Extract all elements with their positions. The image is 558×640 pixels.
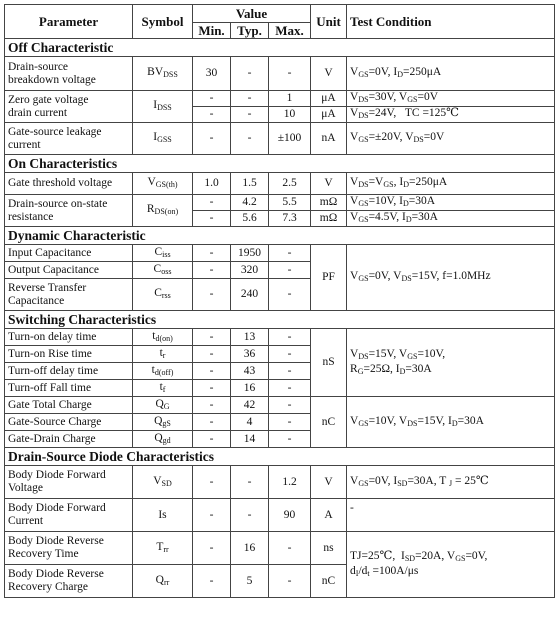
max-cell: - xyxy=(269,532,311,565)
symbol-main: Q xyxy=(154,431,163,444)
max-cell: - xyxy=(269,346,311,363)
typ-cell: 4.2 xyxy=(231,195,269,211)
header-unit: Unit xyxy=(311,5,347,39)
symbol-main: t xyxy=(159,346,163,359)
table-row xyxy=(5,195,555,211)
unit-cell: mΩ xyxy=(311,211,347,227)
symbol-main: T xyxy=(156,540,164,553)
symbol-cell xyxy=(133,195,193,227)
param-line: Body Diode Forward xyxy=(8,502,106,514)
symbol-main: C xyxy=(154,245,163,258)
min-cell: - xyxy=(193,414,231,431)
typ-cell: 13 xyxy=(231,329,269,346)
typ-cell: - xyxy=(231,91,269,107)
condition-cell: $V_{GS}=0V$, $I_D=250\mu A$ xyxy=(347,57,555,91)
min-cell: 30 xyxy=(193,57,231,91)
param-cell xyxy=(5,565,133,598)
min-cell: - xyxy=(193,499,231,532)
param-cell xyxy=(5,532,133,565)
table-row xyxy=(5,173,555,195)
symbol-sub: GSS xyxy=(157,135,172,144)
symbol-main: V xyxy=(147,176,156,188)
max-cell: 90 xyxy=(269,499,311,532)
symbol-main: Q xyxy=(155,397,164,410)
unit-cell: V xyxy=(311,173,347,195)
min-cell: - xyxy=(193,123,231,155)
max-cell: - xyxy=(269,431,311,448)
condition-cell: $V_{DS}=15V$, $V_{GS}=10V$, $R_G=25\Omega$, $I_D=30A$ xyxy=(347,329,555,397)
max-cell: - xyxy=(269,363,311,380)
electrical-characteristics-table xyxy=(4,4,555,598)
max-cell: 1 xyxy=(269,91,311,107)
symbol-sub: rr xyxy=(163,544,169,554)
symbol-cell xyxy=(133,123,193,155)
max-cell: 10 xyxy=(269,107,311,123)
symbol-sub: oss xyxy=(161,266,172,276)
min-cell: - xyxy=(193,397,231,414)
symbol-sub: DSS xyxy=(157,103,172,112)
param-cell: Input Capacitance xyxy=(5,245,133,262)
symbol-sub: iss xyxy=(162,249,171,259)
max-cell: - xyxy=(269,380,311,397)
param-line: Reverse Transfer xyxy=(8,281,87,294)
max-cell: - xyxy=(269,57,311,91)
symbol-sub: GS(th) xyxy=(155,180,178,189)
param-line: current xyxy=(8,138,41,151)
symbol-main: C xyxy=(154,287,162,299)
typ-cell: 1.5 xyxy=(231,173,269,195)
condition-cell: - xyxy=(347,499,555,532)
section-on: On Characteristics xyxy=(5,155,555,173)
symbol-cell xyxy=(133,363,193,380)
max-cell: - xyxy=(269,262,311,279)
typ-cell: - xyxy=(231,499,269,532)
param-cell xyxy=(5,195,133,227)
param-line: Drain-source on-state xyxy=(8,197,108,210)
symbol-main: Q xyxy=(154,414,163,427)
min-cell: - xyxy=(193,532,231,565)
symbol-cell xyxy=(133,245,193,262)
condition-cell: TJ=25℃, $I_{SD}=20A$, $V_{GS}=0V$, $d_I/d_t =100A/\mu s$ xyxy=(347,532,555,598)
symbol-cell xyxy=(133,279,193,311)
typ-cell: 240 xyxy=(231,279,269,311)
symbol-sub: d(off) xyxy=(154,367,174,377)
param-cell: Turn-off delay time xyxy=(5,363,133,380)
symbol-sub: d(on) xyxy=(155,333,173,343)
symbol-sub: gd xyxy=(162,435,171,445)
symbol-main: t xyxy=(151,363,155,376)
param-cell: Turn-on Rise time xyxy=(5,346,133,363)
typ-cell: - xyxy=(231,107,269,123)
symbol-cell xyxy=(133,380,193,397)
typ-cell: 4 xyxy=(231,414,269,431)
unit-cell: μA xyxy=(311,91,347,107)
symbol-cell xyxy=(133,329,193,346)
symbol-sub: DS(on) xyxy=(154,207,179,216)
section-diode: Drain-Source Diode Characteristics xyxy=(5,448,555,466)
max-cell: - xyxy=(269,565,311,598)
table-row xyxy=(5,532,555,565)
min-cell: - xyxy=(193,107,231,123)
symbol-cell xyxy=(133,397,193,414)
param-line: Recovery Time xyxy=(8,548,79,560)
symbol-cell: Is xyxy=(133,499,193,532)
symbol-main: t xyxy=(159,380,163,393)
unit-cell: nA xyxy=(311,123,347,155)
condition-cell: $V_{GS}=4.5V$, $I_D=30A$ xyxy=(347,211,555,227)
symbol-main: Q xyxy=(155,573,164,586)
max-cell: - xyxy=(269,279,311,311)
max-cell: - xyxy=(269,397,311,414)
param-cell xyxy=(5,499,133,532)
min-cell: - xyxy=(193,346,231,363)
typ-cell: 14 xyxy=(231,431,269,448)
symbol-main: I xyxy=(153,99,158,111)
condition-cell: $V_{DS}=V_{GS}$, $I_D=250\mu A$ xyxy=(347,173,555,195)
typ-cell: 43 xyxy=(231,363,269,380)
symbol-sub: rss xyxy=(161,291,171,300)
header-min: Min. xyxy=(193,23,231,39)
symbol-cell xyxy=(133,466,193,499)
param-cell xyxy=(5,279,133,311)
table-row xyxy=(5,397,555,414)
param-cell: Output Capacitance xyxy=(5,262,133,279)
min-cell: - xyxy=(193,195,231,211)
param-line: Current xyxy=(8,515,44,527)
unit-cell: A xyxy=(311,499,347,532)
symbol-main: V xyxy=(153,474,162,487)
symbol-sub: f xyxy=(162,384,166,394)
param-line: breakdown voltage xyxy=(8,73,96,86)
unit-cell: nC xyxy=(311,397,347,448)
table-row xyxy=(5,466,555,499)
symbol-sub: SD xyxy=(161,478,172,488)
max-cell: 2.5 xyxy=(269,173,311,195)
min-cell: 1.0 xyxy=(193,173,231,195)
param-cell xyxy=(5,123,133,155)
symbol-sub: G xyxy=(163,401,170,411)
symbol-sub: DSS xyxy=(163,70,178,79)
min-cell: - xyxy=(193,279,231,311)
table-row xyxy=(5,329,555,346)
symbol-sub: rr xyxy=(163,577,170,587)
param-line: Voltage xyxy=(8,482,43,494)
symbol-sub: gS xyxy=(162,418,171,428)
max-cell: - xyxy=(269,329,311,346)
max-cell: 1.2 xyxy=(269,466,311,499)
param-line: Capacitance xyxy=(8,294,65,307)
table-row xyxy=(5,57,555,91)
symbol-cell xyxy=(133,532,193,565)
symbol-main: C xyxy=(153,262,162,275)
section-off: Off Characteristic xyxy=(5,39,555,57)
min-cell: - xyxy=(193,329,231,346)
table-row xyxy=(5,499,555,532)
symbol-cell xyxy=(133,346,193,363)
table-row xyxy=(5,123,555,155)
min-cell: - xyxy=(193,262,231,279)
min-cell: - xyxy=(193,466,231,499)
typ-cell: 5 xyxy=(231,565,269,598)
param-cell: Gate threshold voltage xyxy=(5,173,133,195)
symbol-cell xyxy=(133,173,193,195)
condition-cell: $V_{GS}=0V$, $I_{SD}=30A$, T $_J$ = 25℃ xyxy=(347,466,555,499)
param-line: Body Diode Reverse xyxy=(8,568,104,580)
param-cell: Turn-on delay time xyxy=(5,329,133,346)
typ-cell: - xyxy=(231,466,269,499)
param-line: Body Diode Forward xyxy=(8,469,106,481)
typ-cell: 5.6 xyxy=(231,211,269,227)
symbol-cell xyxy=(133,431,193,448)
unit-cell: μA xyxy=(311,107,347,123)
header-typ: Typ. xyxy=(231,23,269,39)
param-line: Zero gate voltage xyxy=(8,93,89,106)
typ-cell: - xyxy=(231,57,269,91)
condition-cell: $V_{DS}=30V$, $V_{GS}=0V$ xyxy=(347,91,555,107)
symbol-cell xyxy=(133,414,193,431)
min-cell: - xyxy=(193,380,231,397)
typ-cell: 16 xyxy=(231,532,269,565)
param-cell: Gate Total Charge xyxy=(5,397,133,414)
min-cell: - xyxy=(193,91,231,107)
unit-cell: mΩ xyxy=(311,195,347,211)
min-cell: - xyxy=(193,211,231,227)
param-line: Gate-source leakage xyxy=(8,125,102,138)
symbol-cell xyxy=(133,91,193,123)
table-row xyxy=(5,91,555,107)
symbol-main: t xyxy=(152,329,156,342)
symbol-sub: r xyxy=(162,350,166,360)
param-cell xyxy=(5,91,133,123)
typ-cell: 1950 xyxy=(231,245,269,262)
symbol-cell xyxy=(133,565,193,598)
section-dynamic: Dynamic Characteristic xyxy=(5,227,555,245)
unit-cell: V xyxy=(311,57,347,91)
min-cell: - xyxy=(193,431,231,448)
table-row xyxy=(5,245,555,262)
typ-cell: 16 xyxy=(231,380,269,397)
param-line: Recovery Charge xyxy=(8,581,88,593)
param-line: Body Diode Reverse xyxy=(8,535,104,547)
unit-cell: ns xyxy=(311,532,347,565)
symbol-cell xyxy=(133,57,193,91)
header-max: Max. xyxy=(269,23,311,39)
condition-cell: $V_{GS}=0V$, $V_{DS}=15V$, f=1.0MHz xyxy=(347,245,555,311)
header-test-condition: Test Condition xyxy=(347,5,555,39)
max-cell: - xyxy=(269,414,311,431)
min-cell: - xyxy=(193,565,231,598)
condition-cell: $V_{GS}=\pm 20V$, $V_{DS}=0V$ xyxy=(347,123,555,155)
param-line: resistance xyxy=(8,210,54,223)
typ-cell: 42 xyxy=(231,397,269,414)
param-line: Drain-source xyxy=(8,60,69,73)
symbol-main: R xyxy=(146,203,155,215)
max-cell: 7.3 xyxy=(269,211,311,227)
header-symbol: Symbol xyxy=(133,5,193,39)
symbol-main: I xyxy=(153,131,158,143)
min-cell: - xyxy=(193,363,231,380)
section-switching: Switching Characteristics xyxy=(5,311,555,329)
symbol-main: BV xyxy=(147,66,164,78)
typ-cell: - xyxy=(231,123,269,155)
param-cell: Turn-off Fall time xyxy=(5,380,133,397)
typ-cell: 36 xyxy=(231,346,269,363)
param-cell xyxy=(5,57,133,91)
condition-cell: $V_{GS}=10V$, $V_{DS}=15V$, $I_D=30A$ xyxy=(347,397,555,448)
symbol-cell xyxy=(133,262,193,279)
unit-cell: V xyxy=(311,466,347,499)
condition-cell: $V_{GS}=10V$, $I_D=30A$ xyxy=(347,195,555,211)
param-cell xyxy=(5,466,133,499)
unit-cell: nS xyxy=(311,329,347,397)
condition-cell: $V_{DS}=24V$, TC =125℃ xyxy=(347,107,555,123)
param-cell: Gate-Source Charge xyxy=(5,414,133,431)
unit-cell: nC xyxy=(311,565,347,598)
typ-cell: 320 xyxy=(231,262,269,279)
unit-cell: PF xyxy=(311,245,347,311)
header-value: Value xyxy=(193,5,311,23)
param-line: drain current xyxy=(8,106,68,119)
max-cell: 5.5 xyxy=(269,195,311,211)
param-cell: Gate-Drain Charge xyxy=(5,431,133,448)
max-cell: ±100 xyxy=(269,123,311,155)
max-cell: - xyxy=(269,245,311,262)
min-cell: - xyxy=(193,245,231,262)
header-parameter: Parameter xyxy=(5,5,133,39)
